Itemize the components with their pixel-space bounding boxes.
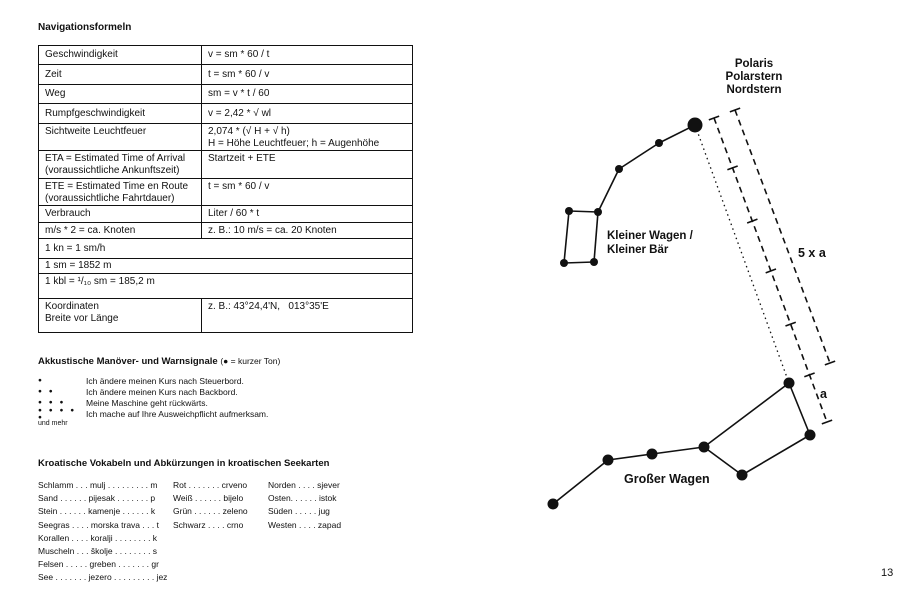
formula-value: t = sm * 60 / v	[202, 179, 413, 206]
signal-dots-icon: ●	[38, 377, 45, 384]
kleiner-wagen-label	[607, 229, 693, 257]
formula-label	[39, 179, 202, 206]
vocabulary-heading: Kroatische Vokabeln und Abkürzungen in kroatischen Seekarten	[38, 458, 330, 469]
signal-dots-icon: ● ● ●	[38, 399, 66, 406]
formula-value: Startzeit + ETE	[202, 151, 413, 179]
formula-value: sm = v * t / 60	[202, 85, 413, 104]
page-title: Navigationsformeln	[38, 22, 132, 33]
vocab-entry: Schlamm . . . mulj . . . . . . . . . m	[38, 480, 158, 490]
table-row	[39, 104, 413, 124]
table-row	[39, 124, 413, 151]
formula-label: Verbrauch	[39, 206, 202, 223]
table-row	[39, 259, 413, 274]
formula-label: Zeit	[39, 65, 202, 85]
polaris-label-line3: Nordstern	[726, 84, 782, 96]
measure-tick	[822, 420, 832, 424]
list-item	[38, 375, 418, 386]
distance-a-label: a	[820, 387, 827, 401]
polaris-label-line1: Polaris	[734, 58, 774, 70]
formula-label-line1: ETE = Estimated Time en Route	[45, 181, 189, 192]
signals-heading-note: (● = kurzer Ton)	[220, 356, 281, 366]
measure-line-0	[714, 118, 827, 422]
star	[655, 139, 663, 147]
constellation-edge	[704, 383, 789, 447]
vocabulary-column-directions	[268, 479, 378, 585]
constellation-edge	[652, 447, 704, 454]
constellation-edge	[594, 212, 598, 262]
formula-value: z. B.: 10 m/s = ca. 20 Knoten	[202, 223, 413, 239]
constellation-edge	[704, 447, 742, 475]
vocab-entry: Norden . . . . sjever	[268, 480, 340, 490]
signal-text: Ich ändere meinen Kurs nach Backbord.	[86, 386, 238, 397]
table-row	[39, 179, 413, 206]
vocab-entry: Stein . . . . . . kamenje . . . . . . k	[38, 506, 156, 517]
signal-text: Ich ändere meinen Kurs nach Steuerbord.	[86, 375, 244, 386]
formula-value	[202, 124, 413, 151]
star	[784, 378, 795, 389]
list-item	[38, 397, 418, 408]
formula-value: Liter / 60 * t	[202, 206, 413, 223]
table-row	[39, 151, 413, 179]
signal-dots-icon: ● ●	[38, 388, 56, 395]
vocab-entry: Seegras . . . . morska trava . . . t	[38, 519, 159, 530]
vocab-entry: Osten. . . . . . istok	[268, 493, 337, 504]
signal-text: Ich mache auf Ihre Ausweichpflicht aufmerksam.	[86, 408, 269, 419]
signals-footnote: und mehr	[38, 420, 68, 427]
constellation-edge	[789, 383, 810, 435]
table-row	[39, 65, 413, 85]
table-row	[39, 299, 413, 333]
vocabulary-column-colors	[173, 479, 268, 585]
formula-label-line2: (voraussichtliche Fahrtdauer)	[45, 192, 175, 204]
star	[590, 258, 598, 266]
table-row	[39, 206, 413, 223]
formula-value: t = sm * 60 / v	[202, 65, 413, 85]
vocab-entry: Sand . . . . . . pijesak . . . . . . . p	[38, 493, 156, 504]
star	[594, 208, 602, 216]
star	[699, 442, 710, 453]
formula-label-line1: ETA = Estimated Time of Arrival	[45, 153, 186, 164]
formula-span: 1 kn = 1 sm/h	[39, 239, 413, 259]
signal-dots-icon: ● ● ● ● ●	[38, 406, 77, 421]
formulas-table	[38, 45, 413, 333]
formula-value: v = 2,42 * √ wl	[202, 104, 413, 124]
constellation-edge	[608, 454, 652, 460]
formula-label-line2: (voraussichtliche Ankunftszeit)	[45, 164, 180, 176]
star	[737, 470, 748, 481]
formula-label	[39, 299, 202, 333]
distance-5a-label: 5 x a	[798, 246, 826, 260]
formula-label: m/s * 2 = ca. Knoten	[39, 223, 202, 239]
star	[647, 449, 658, 460]
table-row	[39, 223, 413, 239]
formula-label-line2: Breite vor Länge	[45, 312, 119, 324]
signal-text: Meine Maschine geht rückwärts.	[86, 397, 208, 408]
star	[603, 455, 614, 466]
measure-tick	[825, 361, 835, 365]
vocabulary-column-terrain	[38, 479, 173, 585]
kleiner-wagen-label-line2: Kleiner Bär	[607, 244, 669, 256]
vocab-entry: Rot . . . . . . . crveno	[173, 480, 248, 490]
star	[805, 430, 816, 441]
signals-heading	[38, 356, 280, 367]
vocab-entry: See . . . . . . . jezero . . . . . . . . . jez	[38, 572, 168, 583]
signals-list	[38, 375, 418, 427]
table-row	[39, 274, 413, 299]
vocab-entry: Grün . . . . . . zeleno	[173, 506, 248, 517]
formula-value: v = sm * 60 / t	[202, 46, 413, 65]
vocab-entry: Muscheln . . . školje . . . . . . . . s	[38, 546, 158, 557]
signals-heading-text: Akkustische Manöver- und Warnsignale	[38, 356, 218, 367]
grosser-wagen-label: Großer Wagen	[624, 472, 710, 486]
table-row	[39, 85, 413, 104]
formula-span: 1 sm = 1852 m	[39, 259, 413, 274]
polaris-label-line2: Polarstern	[725, 71, 783, 83]
formula-label-line1: Koordinaten	[45, 301, 99, 312]
list-item	[38, 386, 418, 397]
constellation-edge	[742, 435, 810, 475]
constellation-edge	[564, 262, 594, 263]
vocab-entry: Süden . . . . . jug	[268, 506, 330, 517]
table-row	[39, 239, 413, 259]
table-row	[39, 46, 413, 65]
formula-value: z. B.: 43°24,4'N, 013°35'E	[202, 299, 413, 333]
vocab-entry: Westen . . . . zapad	[268, 519, 342, 530]
constellation-edge	[598, 169, 619, 212]
formula-span: 1 kbl = ¹/₁₀ sm = 185,2 m	[39, 274, 413, 299]
list-item	[38, 408, 418, 419]
constellation-edge	[619, 143, 659, 169]
formula-value-line2: H = Höhe Leuchtfeuer; h = Augenhöhe	[208, 137, 380, 149]
star-polaris	[688, 118, 703, 133]
vocabulary-columns	[38, 479, 458, 585]
pointer-line	[695, 125, 789, 383]
vocab-entry: Weiß . . . . . . bijelo	[173, 493, 244, 504]
formula-label: Sichtweite Leuchtfeuer	[39, 124, 202, 151]
constellation-edge	[564, 211, 569, 263]
formula-label: Geschwindigkeit	[39, 46, 202, 65]
formula-label: Rumpfgeschwindigkeit	[39, 104, 202, 124]
formula-label	[39, 151, 202, 179]
kleiner-wagen-label-line1: Kleiner Wagen /	[607, 230, 693, 242]
star	[565, 207, 573, 215]
star	[615, 165, 623, 173]
vocab-entry: Schwarz . . . . crno	[173, 519, 244, 530]
measure-line-1	[735, 110, 830, 363]
page-number: 13	[881, 567, 894, 579]
polaris-label	[698, 58, 810, 97]
formula-value-line1: 2,074 * (√ H + √ h)	[208, 126, 290, 137]
constellation-edge	[553, 460, 608, 504]
constellation-edge	[569, 211, 598, 212]
vocab-entry: Korallen . . . . koralji . . . . . . . . k	[38, 532, 158, 543]
star	[548, 499, 559, 510]
star-diagram	[530, 55, 905, 525]
vocab-entry: Felsen . . . . . greben . . . . . . . gr	[38, 559, 159, 570]
star	[560, 259, 568, 267]
formula-label: Weg	[39, 85, 202, 104]
